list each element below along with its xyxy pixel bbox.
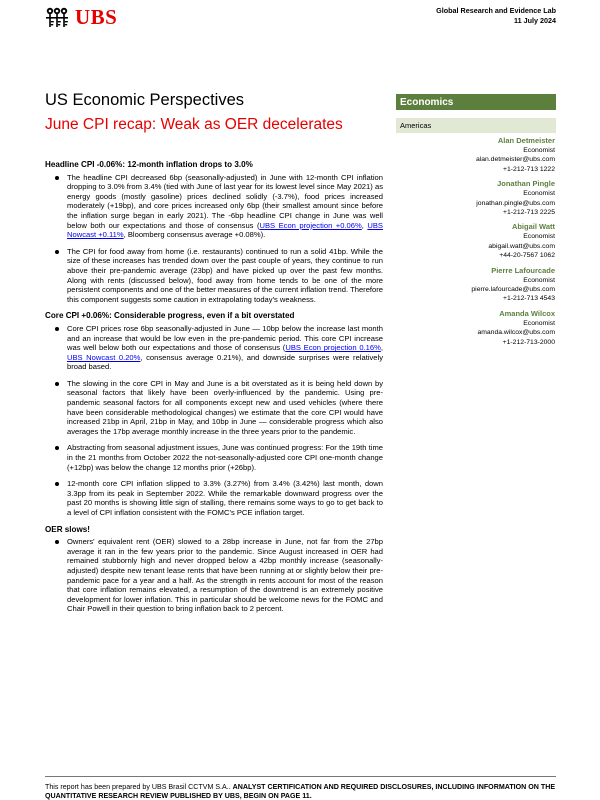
section-core-cpi bbox=[45, 311, 383, 517]
analyst-email[interactable]: abigail.watt@ubs.com bbox=[488, 242, 555, 250]
section-heading: Headline CPI -0.06%: 12-month inflation drops to 3.0% bbox=[45, 160, 253, 169]
paragraph-text: , Bloomberg consensus average +0.08%). bbox=[123, 230, 266, 240]
analyst-name: Pierre Lafourcade bbox=[491, 265, 555, 275]
analyst-role: Economist bbox=[523, 276, 555, 284]
report-meta bbox=[436, 6, 556, 26]
section-heading: OER slows! bbox=[45, 524, 90, 534]
footer-disclosure-text: ANALYST CERTIFICATION AND REQUIRED DISCLOSURES, INCLUDING INFORMATION ON THE QUANTITATIVE RESEARCH REVIEW PUBLISHED BY UBS, BEGIN ON PAGE 11. bbox=[45, 783, 556, 800]
analyst-card bbox=[396, 179, 555, 217]
analyst-email[interactable]: alan.detmeister@ubs.com bbox=[475, 156, 555, 164]
ubs-logo bbox=[44, 5, 117, 30]
analyst-phone: +1-212-713-2000 bbox=[502, 338, 555, 346]
analyst-role: Economist bbox=[523, 319, 555, 327]
analyst-phone: +44-20-7567 1062 bbox=[499, 252, 555, 260]
ubs-econ-projection-link[interactable]: UBS Econ projection +0.06% bbox=[259, 220, 362, 230]
sidebar bbox=[396, 94, 556, 347]
analyst-name: Jonathan Pingle bbox=[497, 179, 555, 189]
analyst-card bbox=[396, 266, 555, 304]
bullet-paragraph bbox=[45, 173, 383, 240]
analyst-list bbox=[396, 136, 556, 347]
bullet-paragraph bbox=[45, 324, 383, 372]
analyst-role: Economist bbox=[523, 147, 555, 154]
bullet-paragraph: Owners' equivalent rent (OER) slowed to a 28bp increase in June, not far from the 27bp average it ran in the few years prior to the pandemic. Since August increased in OER had remained stubbornly high and never dropped below a 42bp monthly increase (seasonally-adjusted) despite new tenant lease rents that have been running at or slightly below their pre-pandemic pace for a year and a half. As the strength in rents account for most of the reason that core inflation remains elevated, a resumption of the downtrend is an extremely positive development for lower inflation. This in particular should be welcome news for the FOMC and Chair Powell in their question to bring inflation back to 2 percent. bbox=[45, 537, 383, 614]
brand-name: UBS bbox=[75, 5, 118, 29]
section-oer bbox=[45, 525, 383, 614]
paragraph-text: The headline CPI decreased 6bp (seasonally-adjusted) in June with 12-month CPI inflation dropping to 3.0% from 3.4% (tied with June of last year for its lowest level since May 2021) as energy goods (mostly gasoline) prices declined solidly (-3.7%), food prices increased moderately (+19bp), and core prices increased only 6bp (their smallest amount since before the inflation surge began in early 2021). The -6bp headline CPI change in June was well below both our expectations and those of consensus ( bbox=[67, 172, 383, 230]
analyst-name: Alan Detmeister bbox=[497, 136, 555, 145]
paragraph-text: , bbox=[361, 220, 368, 230]
sidebar-region: Americas bbox=[396, 118, 556, 133]
bullet-paragraph: The slowing in the core CPI in May and June is a bit overstated as it is being held down by seasonal factors that likely have been overly-influenced by the pandemic. Using pre-pandemic seasonal factors for all components except new and used vehicles (where there have been considerable methodological changes) we estimate that the core CPI would have increased 21bp in April, 21bp in May, and 10bp in June — considerable progress which also averages the 17bp average monthly increase in the three years prior to the pandemic. bbox=[45, 379, 383, 437]
paragraph-text: , bbox=[380, 343, 383, 353]
ubs-keys-icon bbox=[44, 7, 70, 29]
ubs-econ-projection-link[interactable]: UBS Econ projection 0.16% bbox=[285, 343, 381, 353]
disclosure-footer bbox=[45, 783, 560, 800]
bullet-paragraph: The CPI for food away from home (i.e. restaurants) continued to run a solid 41bp. While the size of these increases has trended down over the past couple of years, they continue to run above their pre-pandemic average (23bp) and have picked up over the past few months. Along with rents (discussed below), food away from home tends to be one of the more persistent components and one of the better measures of the current inflation trend. Therefore this component suggests some caution in extrapolating today's weakness. bbox=[45, 247, 383, 305]
ubs-nowcast-link[interactable]: UBS Nowcast +0.11% bbox=[67, 220, 383, 240]
paragraph-text: , consensus average 0.21%), and downside surprises were relatively broad based. bbox=[67, 352, 384, 372]
analyst-role: Economist bbox=[523, 190, 555, 198]
paragraph-text: Core CPI prices rose 6bp seasonally-adjusted in June — 10bp below the increase last month and an increase that would be low even in the pre-pandemic period. This core CPI increase was well below both our expectations and those of consensus ( bbox=[67, 323, 383, 353]
analyst-email[interactable]: jonathan.pingle@ubs.com bbox=[476, 199, 555, 207]
analyst-card bbox=[396, 222, 555, 260]
analyst-phone: +1-212-713 4543 bbox=[503, 295, 555, 303]
section-headline-cpi bbox=[45, 160, 383, 304]
analyst-phone: +1-212-713 1222 bbox=[503, 165, 555, 173]
page-title: US Economic Perspectives bbox=[45, 91, 244, 109]
analyst-name: Amanda Wilcox bbox=[499, 308, 555, 318]
section-heading: Core CPI +0.06%: Considerable progress, even if a bit overstated bbox=[45, 311, 295, 321]
page-subtitle: June CPI recap: Weak as OER decelerates bbox=[45, 116, 343, 133]
footer-divider bbox=[45, 776, 556, 777]
bullet-paragraph: 12-month core CPI inflation slipped to 3.3% (3.27%) from 3.4% (3.42%) last month, down 3.3pp from its peak in September 2022. While the remarkable downward progress over the past 20 months is showing little sign of stalling, there remains some ways to go to get back to a level of CPI inflation consistent with the FOMC's PCE inflation target. bbox=[45, 479, 383, 517]
sidebar-heading: Economics bbox=[396, 94, 556, 110]
ubs-nowcast-link[interactable]: UBS Nowcast 0.20% bbox=[67, 352, 141, 362]
footer-text: This report has been prepared by UBS Brasil CCTVM S.A.. bbox=[45, 783, 233, 791]
analyst-email[interactable]: pierre.lafourcade@ubs.com bbox=[471, 286, 555, 294]
bullet-paragraph: Abstracting from seasonal adjustment issues, June was continued progress: For the 19th time in the 21 months from October 2022 the not-seasonally-adjusted core CPI one-month change (+12bp) was below the change 12 months prior (+26bp). bbox=[45, 443, 383, 472]
analyst-role: Economist bbox=[523, 233, 555, 241]
division-label: Global Research and Evidence Lab bbox=[436, 6, 556, 15]
report-date: 11 July 2024 bbox=[514, 16, 556, 25]
analyst-email[interactable]: amanda.wilcox@ubs.com bbox=[477, 329, 555, 337]
analyst-card bbox=[396, 136, 555, 174]
analyst-name: Abigail Watt bbox=[511, 222, 555, 232]
analyst-phone: +1-212-713 2225 bbox=[503, 209, 555, 217]
report-body bbox=[45, 160, 383, 621]
analyst-card bbox=[396, 309, 555, 347]
